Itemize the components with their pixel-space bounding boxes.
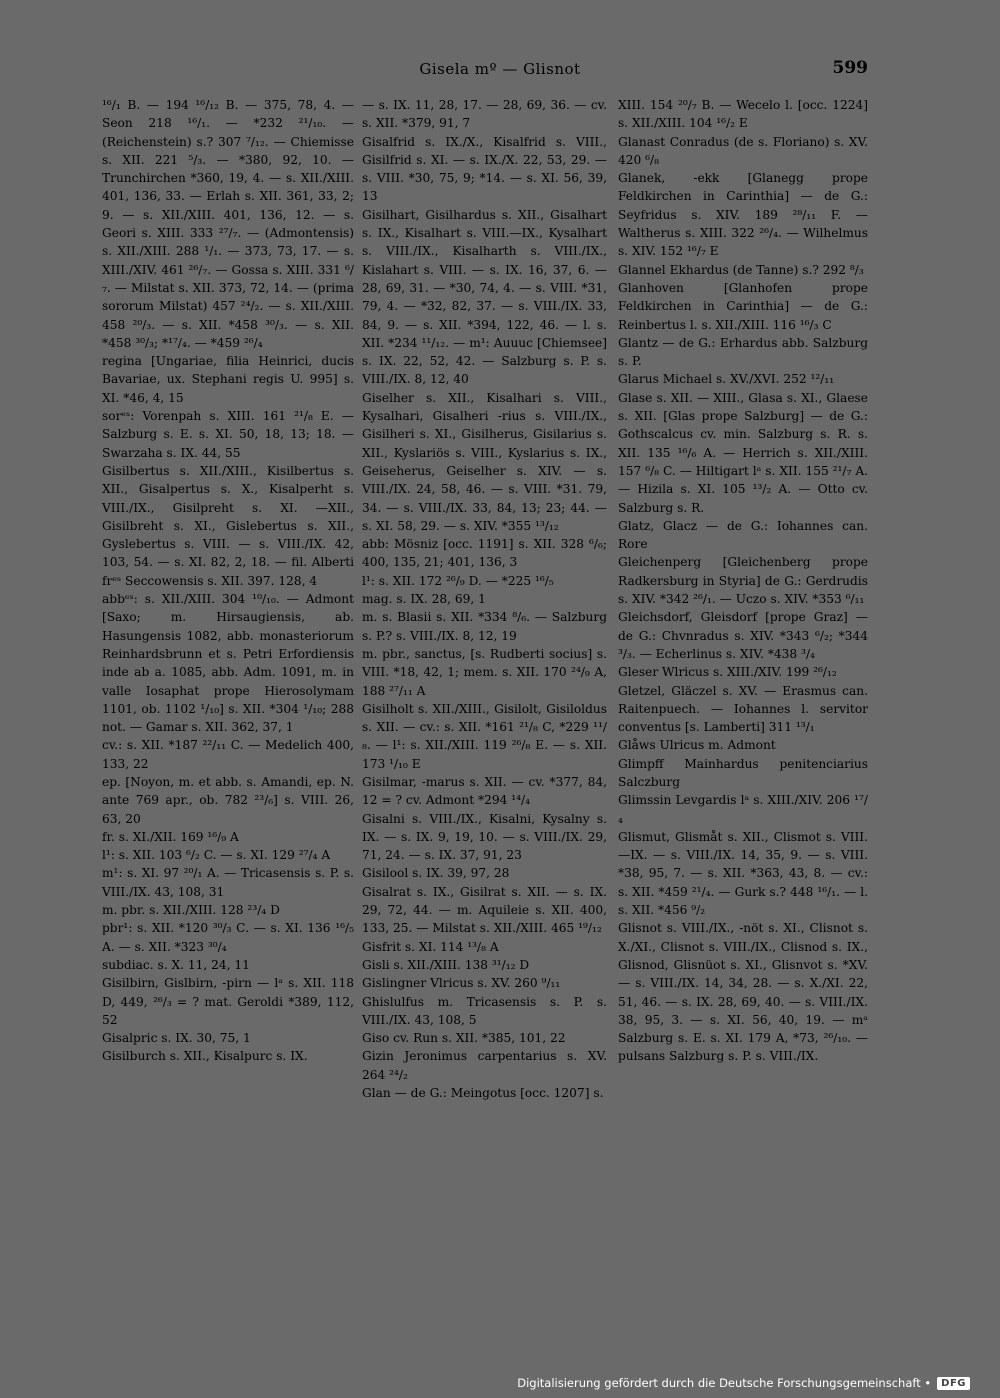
index-entry: Gisilbirn, Gislbirn, -pirn — lᵃ s. XII. 118 D, 449, ²⁶/₃ = ? mat. Geroldi *389, 112, 52 — [102, 976, 354, 1027]
index-entry: Gisfrit s. XI. 114 ¹³/₈ A — [362, 939, 499, 954]
column-3 — [618, 96, 868, 1066]
index-entry: ¹⁶/₁ B. — 194 ¹⁶/₁₂ B. — 375, 78, 4. — Seon 218 ¹⁶/₁. — *232 ²¹/₁₀. — (Reichenstein) s.? 307 ⁷/₁₂. — Chiemisse s. XII. 221 ⁵/₃. — *380, 92, 10. — Trunchirchen *360, 19, 4. — s. XII./XIII. 401, 136, 33. — Erlah s. XII. 361, 33, 2; 9. — s. XII./XIII. 401, 136, 12. — s. Geori s. XIII. 333 ²⁷/₇. — (Admontensis) s. XII./XIII. 288 ¹/₁. — 373, 73, 17. — s. XIII./XIV. 461 ²⁶/₇. — Gossa s. XIII. 331 ⁶/₇. — Milstat s. XII. 373, 72, 14. — (prima sororum Milstat) 457 ²⁴/₂. — s. XII./XIII. 458 ²⁰/₃. — s. XII. *458 ³⁰/₃. — s. XII. *458 ³⁰/₃; *¹⁷/₄. — *459 ²⁶/₄ — [102, 98, 354, 350]
index-entry: Gisalfrid s. IX./X., Kisalfrid s. VIII., Gisilfrid s. XI. — s. IX./X. 22, 53, 29. — s. VIII. *30, 75, 9; *14. — s. XI. 56, 39, 13 — [362, 134, 607, 204]
index-entry: m. pbr., sanctus, [s. Rudberti socius] s. VIII. *18, 42, 1; mem. s. XII. 170 ²⁴/₉ A, 188 ²⁷/₁₁ A — [362, 646, 607, 698]
index-entry: Glatz, Glacz — de G.: Iohannes can. Rore — [618, 518, 868, 552]
index-entry: Gizin Jeronimus carpentarius s. XV. 264 ²⁴/₂ — [362, 1049, 607, 1082]
index-entry: regina [Ungariae, filia Heinrici, ducis Bavariae, ux. Stephani regis U. 995] s. XI. *46, 4, 15 — [102, 354, 354, 405]
footer-credit-text: Digitalisierung gefördert durch die Deutsche Forschungsgemeinschaft • — [517, 1376, 932, 1390]
index-entry: Glarus Michael s. XV./XVI. 252 ¹²/₁₁ — [618, 372, 835, 387]
dfg-logo: DFG — [937, 1377, 970, 1390]
page-number: 599 — [832, 58, 868, 78]
column-1 — [102, 96, 354, 1066]
index-entry: Glismut, Glismåt s. XII., Clismot s. VIII.—IX. — s. VIII./IX. 14, 35, 9. — s. VIII. *38, 95, 7. — s. XII. *363, 43, 8. — cv.: s. XII. *459 ²¹/₄. — Gurk s.? 448 ¹⁶/₁. — l. s. XII. *456 ⁹/₂ — [618, 829, 868, 918]
index-entry: pbr¹: s. XII. *120 ³⁰/₃ C. — s. XI. 136 ¹⁶/₅ A. — s. XII. *323 ³⁰/₄ — [102, 921, 354, 954]
index-entry: Gisli s. XII./XIII. 138 ³¹/₁₂ D — [362, 957, 530, 972]
index-entry: Gislingner Vlricus s. XV. 260 ⁹/₁₁ — [362, 976, 561, 991]
index-entry: subdiac. s. X. 11, 24, 11 — [102, 957, 250, 972]
index-entry: Glimssin Levgardis lᵃ s. XIII./XIV. 206 ¹⁷/₄ — [618, 793, 868, 826]
index-entry: Glantz — de G.: Erhardus abb. Salzburg s. P. — [618, 335, 868, 369]
index-entry: Glanast Conradus (de s. Floriano) s. XV. 420 ⁶/₈ — [618, 134, 868, 167]
index-entry: Giselher s. XII., Kisalhari s. VIII., Kysalhari, Gisalheri -rius s. VIII./IX., Gisilheri s. XI., Gisilherus, Gisilarius s. XII., Kyslariös s. VIII., Kyslarius s. IX., Geiseherus, Geiselher s. XIV. — s. VIII./IX. 24, 58, 46. — s. VIII. *31. 79, 34. — s. VIII./IX. 33, 84, 13; 23; 44. — s. XI. 58, 29. — s. XIV. *355 ¹³/₁₂ — [362, 390, 607, 533]
index-entry: Glannel Ekhardus (de Tanne) s.? 292 ⁸/₃ — [618, 262, 864, 277]
index-entry: Gleichsdorf, Gleisdorf [prope Graz] — de G.: Chvnradus s. XIV. *343 ⁶/₂; *344 ³/₃. — Echerlinus s. XIV. *438 ³/₄ — [618, 610, 868, 661]
index-entry: Glanhoven [Glanhofen prope Feldkirchen in Carinthia] — de G.: Reinbertus l. s. XII./XIII. 116 ¹⁶/₃ C — [618, 280, 868, 332]
index-entry: m¹: s. XI. 97 ²⁰/₁ A. — Tricasensis s. P. s. VIII./IX. 43, 108, 31 — [102, 866, 354, 899]
footer-credit — [517, 1376, 970, 1390]
index-entry: — s. IX. 11, 28, 17. — 28, 69, 36. — cv. s. XII. *379, 91, 7 — [362, 98, 607, 131]
index-entry: ep. [Noyon, m. et abb. s. Amandi, ep. N. ante 769 apr., ob. 782 ²³/₆] s. VIII. 26, 63, 20 — [102, 774, 354, 826]
index-entry: cv.: s. XII. *187 ²²/₁₁ C. — Medelich 400, 133, 22 — [102, 738, 354, 771]
index-entry: fr. s. XI./XII. 169 ¹⁶/₉ A — [102, 829, 239, 844]
index-entry: Gisalni s. VIII./IX., Kisalni, Kysalny s. IX. — s. IX. 9, 19, 10. — s. VIII./IX. 29, 71, 24. — s. IX. 37, 91, 23 — [362, 811, 607, 863]
index-entry: Glan — de G.: Meingotus [occ. 1207] s. — [362, 1086, 604, 1101]
index-entry: Gisalpric s. IX. 30, 75, 1 — [102, 1031, 251, 1046]
index-entry: mag. s. IX. 28, 69, 1 — [362, 592, 486, 607]
column-2 — [362, 96, 607, 1102]
index-entry: XIII. 154 ²⁰/₇ B. — Wecelo l. [occ. 1224] s. XII./XIII. 104 ¹⁶/₂ E — [618, 98, 868, 131]
index-entry: l¹: s. XII. 103 ⁶/₂ C. — s. XI. 129 ²⁷/₄ A — [102, 848, 331, 863]
index-entry: Glanek, -ekk [Glanegg prope Feldkirchen in Carinthia] — de G.: Seyfridus s. XIV. 189 ²⁸/₁₁ F. — Waltherus s. XIII. 322 ²⁶/₄. — Wilhelmus s. XIV. 152 ¹⁶/₇ E — [618, 171, 868, 259]
index-entry: Gleichenperg [Gleichenberg prope Radkersburg in Styria] de G.: Gerdrudis s. XIV. *342 ²⁶/₁. — Uczo s. XIV. *353 ⁶/₁₁ — [618, 555, 868, 607]
index-entry: Gisilbertus s. XII./XIII., Kisilbertus s. XII., Gisalpertus s. X., Kisalperht s. VIII./IX., Gisilpreht s. XI. —XII., Gisilbreht s. XI., Gislebertus s. XII., Gyslebertus s. VIII. — s. VIII./IX. 42, 103, 54. — s. XI. 82, 2, 18. — fil. Alberti frᵉˢ Seccowensis s. XII. 397. 128, 4 — [102, 463, 354, 588]
index-entry: Glimpff Mainhardus penitenciarius Salczburg — [618, 756, 868, 789]
index-entry: sorᵉˢ: Vorenpah s. XIII. 161 ²¹/₈ E. — Salzburg s. E. s. XI. 50, 18, 13; 18. — Swarzaha s. IX. 44, 55 — [102, 409, 354, 460]
index-entry: Ghislulfus m. Tricasensis s. P. s. VIII./IX. 43, 108, 5 — [362, 994, 607, 1027]
index-entry: Gisilburch s. XII., Kisalpurc s. IX. — [102, 1049, 308, 1064]
index-entry: m. s. Blasii s. XII. *334 ⁸/₆. — Salzburg s. P.? s. VIII./IX. 8, 12, 19 — [362, 610, 607, 643]
index-entry: abbᵉˢ: s. XII./XIII. 304 ¹⁰/₁₀. — Admont [Saxo; m. Hirsaugiensis, ab. Hasungensis 1082, abb. monasteriorum Reinhardsbrunn et s. Petri Erfordiensis inde ab a. 1085, abb. Adm. 1091, m. in valle Iosaphat prope Hierosolymam 1101, ob. 1102 ¹/₁₀] s. XII. *304 ¹/₁₀; 288 not. — Gamar s. XII. 362, 37, 1 — [102, 592, 354, 735]
page-header-title: Gisela mº — Glisnot — [419, 60, 581, 78]
index-entry: m. pbr. s. XII./XIII. 128 ²³/₄ D — [102, 903, 280, 918]
index-entry: Giso cv. Run s. XII. *385, 101, 22 — [362, 1031, 566, 1046]
index-entry: Gisilhart, Gisilhardus s. XII., Gisalhart s. IX., Kisalhart s. VIII.—IX., Kysalhart s. VIII./IX., Kisalharth s. VIII./IX., Kislahart s. VIII. — s. IX. 16, 37, 6. — 28, 69, 31. — *30, 74, 4. — s. VIII. *31, 79, 4. — *32, 82, 37. — s. VIII./IX. 33, 84, 9. — s. XII. *394, 122, 46. — l. s. XII. *234 ¹¹/₁₂. — m¹: Auuuc [Chiemsee] s. IX. 22, 52, 42. — Salzburg s. P. s. VIII./IX. 8, 12, 40 — [362, 207, 607, 387]
index-entry: Gletzel, Gläczel s. XV. — Erasmus can. Raitenpuech. — Iohannes l. servitor conventus [s. Lamberti] 311 ¹³/₁ — [618, 683, 868, 735]
index-entry: Glåws Ulricus m. Admont — [618, 738, 776, 753]
index-entry: abb: Mösniz [occ. 1191] s. XII. 328 ⁶/₆; 400, 135, 21; 401, 136, 3 — [362, 537, 607, 570]
index-entry: Gisilholt s. XII./XIII., Gisilolt, Gisiloldus s. XII. — cv.: s. XII. *161 ²¹/₈ C, *229 ¹¹/₈. — l¹: s. XII./XIII. 119 ²⁶/₈ E. — s. XII. 173 ¹/₁₀ E — [362, 701, 607, 771]
index-entry: l¹: s. XII. 172 ²⁶/₉ D. — *225 ¹⁶/₅ — [362, 573, 554, 588]
index-entry: Glisnot s. VIII./IX., -nöt s. XI., Clisnot s. X./XI., Clisnot s. VIII./IX., Clisnod s. IX., Glisnod, Glisnüot s. XI., Glisnvot s. *XV. — s. VIII./IX. 14, 34, 28. — s. X./XI. 22, 51, 46. — s. IX. 28, 69, 40. — s. VIII./IX. 38, 95, 3. — s. XI. 56, 40, 19. — mᵃ Salzburg s. E. s. XI. 179 A, *73, ²⁶/₁₀. — pulsans Salzburg s. P. s. VIII./IX. — [618, 921, 868, 1064]
index-entry: Gleser Wlricus s. XIII./XIV. 199 ²⁶/₁₂ — [618, 665, 837, 680]
index-entry: Glase s. XII. — XIII., Glasa s. XI., Glaese s. XII. [Glas prope Salzburg] — de G.: Gothscalcus cv. min. Salzburg s. R. s. XII. 135 ¹⁶/₆ A. — Herrich s. XII./XIII. 157 ⁶/₈ C. — Hiltigart lᵃ s. XII. 155 ²¹/₇ A. — Hizila s. XI. 105 ¹³/₂ A. — Otto cv. Salzburg s. R. — [618, 390, 868, 515]
index-entry: Gisilool s. IX. 39, 97, 28 — [362, 866, 510, 881]
index-entry: Gisilmar, -marus s. XII. — cv. *377, 84, 12 = ? cv. Admont *294 ¹⁴/₄ — [362, 774, 607, 808]
index-entry: Gisalrat s. IX., Gisilrat s. XII. — s. IX. 29, 72, 44. — m. Aquileie s. XII. 400, 133, 25. — Milstat s. XII./XIII. 465 ¹⁹/₁₂ — [362, 884, 607, 936]
